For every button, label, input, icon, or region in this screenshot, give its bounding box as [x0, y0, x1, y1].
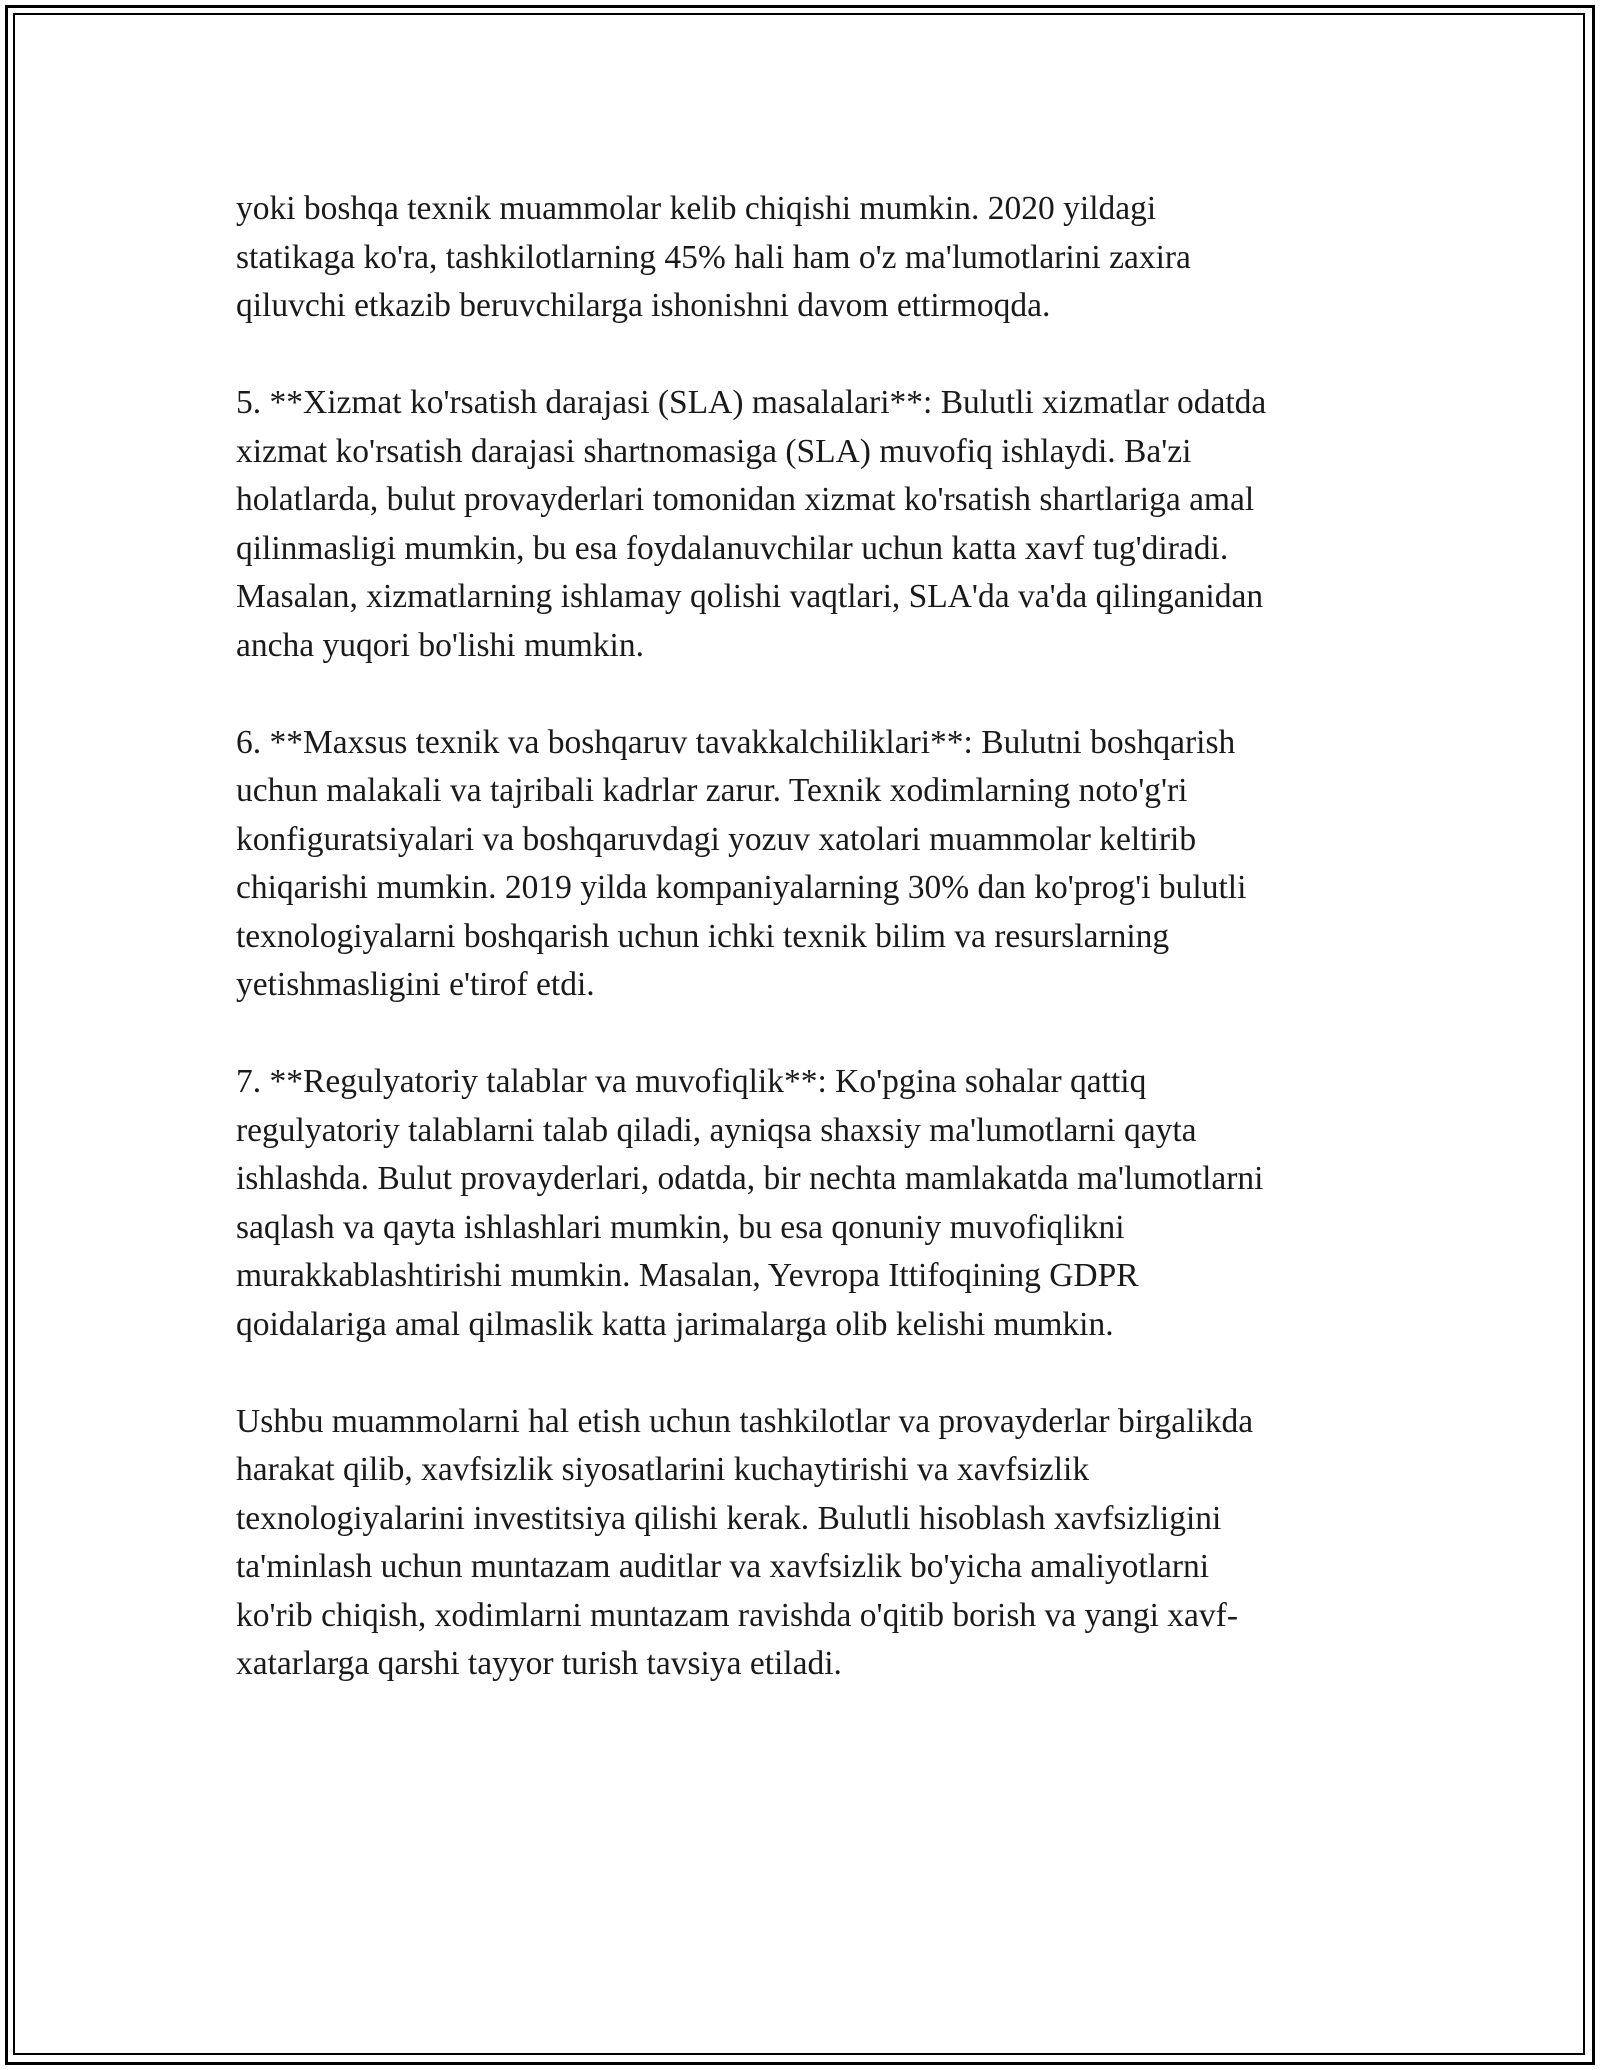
text-line: ancha yuqori bo'lishi mumkin.: [236, 626, 644, 664]
paragraph-item-6: [236, 719, 1376, 1010]
text-line: yoki boshqa texnik muammolar kelib chiqishi mumkin. 2020 yildagi: [236, 190, 1157, 227]
paragraph-item-7: [236, 1058, 1376, 1349]
paragraph-item-5: [236, 379, 1376, 670]
text-line: saqlash va qayta ishlashlari mumkin, bu esa qonuniy muvofiqlikni: [236, 1208, 1125, 1246]
text-line: konfiguratsiyalari va boshqaruvdagi yozuv xatolari muammolar keltirib: [236, 820, 1197, 858]
text-line: regulyatoriy talablarni talab qiladi, ayniqsa shaxsiy ma'lumotlarni qayta: [236, 1111, 1197, 1149]
text-line: xizmat ko'rsatish darajasi shartnomasiga (SLA) muvofiq ishlaydi. Ba'zi: [236, 432, 1192, 470]
text-line: statikaga ko'ra, tashkilotlarning 45% hali ham o'z ma'lumotlarini zaxira: [236, 238, 1191, 276]
text-line: qoidalariga amal qilmaslik katta jarimalarga olib kelishi mumkin.: [236, 1305, 1114, 1343]
text-line: qilinmasligi mumkin, bu esa foydalanuvchilar uchun katta xavf tug'diradi.: [236, 529, 1229, 567]
text-line: harakat qilib, xavfsizlik siyosatlarini kuchaytirishi va xavfsizlik: [236, 1451, 1090, 1488]
paragraph-conclusion: [236, 1398, 1376, 1689]
text-line: Ushbu muammolarni hal etish uchun tashkilotlar va provayderlar birgalikda: [236, 1402, 1254, 1440]
text-line: holatlarda, bulut provayderlari tomonidan xizmat ko'rsatish shartlariga amal: [236, 481, 1255, 518]
text-line: yetishmasligini e'tirof etdi.: [236, 966, 595, 1003]
text-line: uchun malakali va tajribali kadrlar zarur. Texnik xodimlarning noto'g'ri: [236, 772, 1188, 809]
text-line: 7. **Regulyatoriy talablar va muvofiqlik**: Ko'pgina sohalar qattiq: [236, 1063, 1147, 1100]
text-line: ko'rib chiqish, xodimlarni muntazam ravishda o'qitib borish va yangi xavf-: [236, 1596, 1238, 1634]
text-line: 5. **Xizmat ko'rsatish darajasi (SLA) masalalari**: Bulutli xizmatlar odatda: [236, 384, 1267, 421]
text-line: texnologiyalarini investitsiya qilishi kerak. Bulutli hisoblash xavfsizligini: [236, 1499, 1222, 1537]
text-line: murakkablashtirishi mumkin. Masalan, Yevropa Ittifoqining GDPR: [236, 1257, 1139, 1294]
text-line: texnologiyalarni boshqarish uchun ichki texnik bilim va resurslarning: [236, 917, 1170, 955]
text-line: ta'minlash uchun muntazam auditlar va xavfsizlik bo'yicha amaliyotlarni: [236, 1548, 1210, 1585]
text-line: qiluvchi etkazib beruvchilarga ishonishni davom ettirmoqda.: [236, 287, 1051, 324]
paragraph-continuation: [236, 185, 1376, 331]
text-line: ishlashda. Bulut provayderlari, odatda, bir nechta mamlakatda ma'lumotlarni: [236, 1160, 1264, 1197]
text-line: xatarlarga qarshi tayyor turish tavsiya etiladi.: [236, 1645, 842, 1682]
text-line: 6. **Maxsus texnik va boshqaruv tavakkalchiliklari**: Bulutni boshqarish: [236, 723, 1236, 761]
text-line: chiqarishi mumkin. 2019 yilda kompaniyalarning 30% dan ko'prog'i bulutli: [236, 869, 1247, 906]
document-body: [236, 185, 1376, 1737]
text-line: Masalan, xizmatlarning ishlamay qolishi vaqtlari, SLA'da va'da qilinganidan: [236, 578, 1264, 615]
